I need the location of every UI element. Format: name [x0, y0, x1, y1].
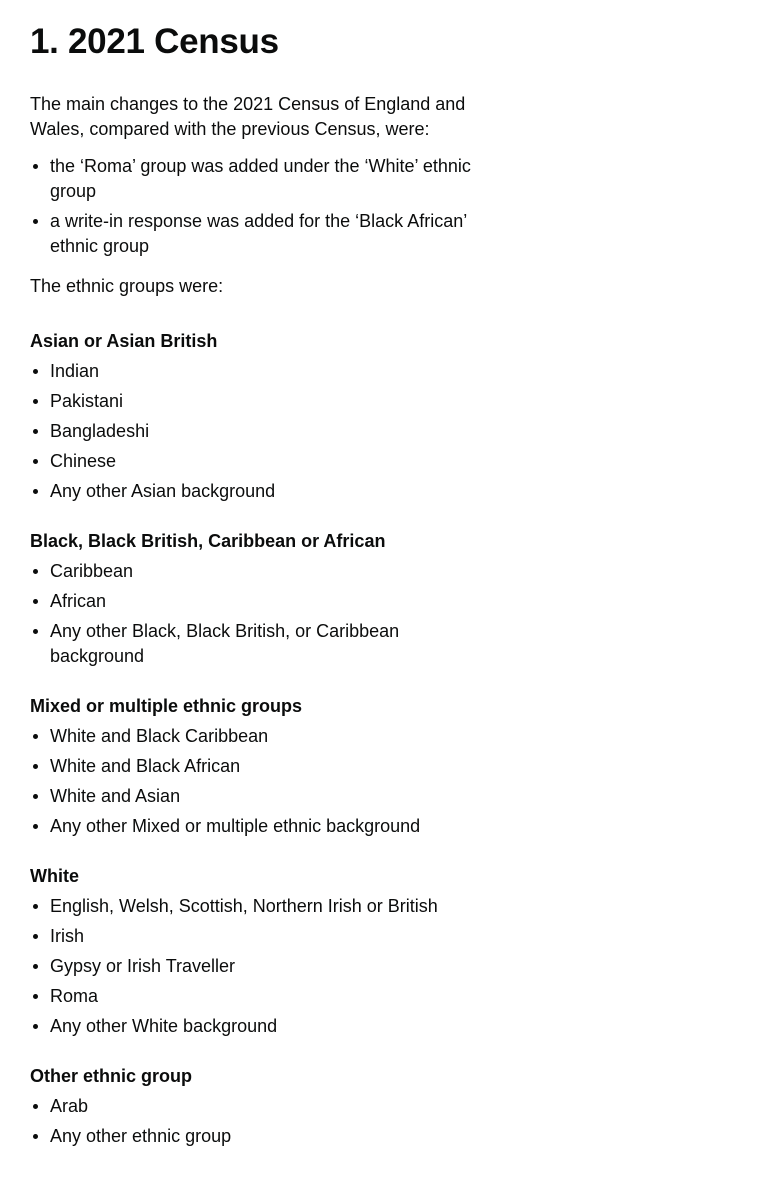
list-item: Bangladeshi	[30, 419, 490, 444]
group-heading: White	[30, 866, 79, 886]
list-item: White and Black Caribbean	[30, 724, 490, 749]
list-item: African	[30, 589, 490, 614]
intro-paragraph: The main changes to the 2021 Census of England and Wales, compared with the previous Census, were:	[30, 94, 466, 139]
ethnic-group-mixed	[30, 694, 770, 839]
ethnic-group-white	[30, 864, 770, 1039]
group-list	[30, 1094, 490, 1149]
group-heading: Asian or Asian British	[30, 331, 218, 351]
group-heading: Black, Black British, Caribbean or African	[30, 531, 386, 551]
page-title: 1. 2021 Census	[30, 22, 279, 61]
list-item: Any other ethnic group	[30, 1124, 490, 1149]
list-item: Any other White background	[30, 1014, 490, 1039]
list-item: Pakistani	[30, 389, 490, 414]
list-item: Arab	[30, 1094, 490, 1119]
list-item: Irish	[30, 924, 490, 949]
list-item: Any other Asian background	[30, 479, 490, 504]
change-item: the ‘Roma’ group was added under the ‘White’ ethnic group	[30, 154, 490, 204]
ethnic-group-other	[30, 1064, 770, 1149]
list-item: Any other Mixed or multiple ethnic background	[30, 814, 490, 839]
list-item: Any other Black, Black British, or Caribbean background	[30, 619, 490, 669]
list-item: Chinese	[30, 449, 490, 474]
changes-list	[30, 154, 490, 259]
ethnic-group-asian	[30, 329, 770, 504]
groups-intro-paragraph: The ethnic groups were:	[30, 276, 224, 296]
group-heading: Other ethnic group	[30, 1066, 192, 1086]
group-list	[30, 559, 490, 669]
group-list	[30, 724, 490, 839]
list-item: Roma	[30, 984, 490, 1009]
ethnic-group-black	[30, 529, 770, 669]
list-item: Gypsy or Irish Traveller	[30, 954, 490, 979]
list-item: White and Asian	[30, 784, 490, 809]
list-item: White and Black African	[30, 754, 490, 779]
change-item: a write-in response was added for the ‘Black African’ ethnic group	[30, 209, 490, 259]
group-heading: Mixed or multiple ethnic groups	[30, 696, 303, 716]
group-list	[30, 359, 490, 504]
list-item: Caribbean	[30, 559, 490, 584]
group-list	[30, 894, 490, 1039]
list-item: English, Welsh, Scottish, Northern Irish or British	[30, 894, 490, 919]
list-item: Indian	[30, 359, 490, 384]
